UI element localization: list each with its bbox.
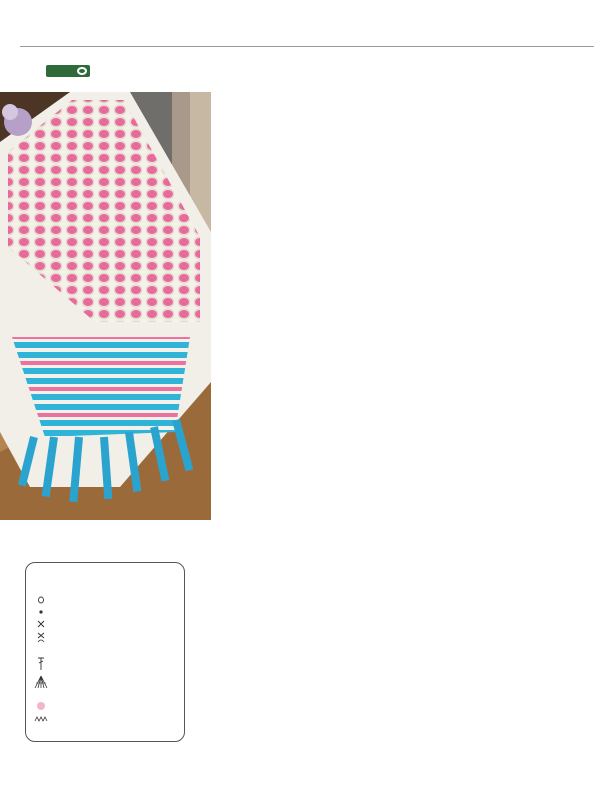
table-runner-photo	[0, 92, 211, 520]
header-rule	[20, 46, 594, 47]
section-title	[46, 60, 96, 82]
crochet-chart-bottom	[225, 318, 570, 646]
double-crochet-icon	[34, 657, 48, 671]
plastic-bead-icon	[34, 701, 48, 711]
legend-item-costura	[34, 714, 178, 724]
legend-item-bolinha	[34, 701, 178, 711]
legend-item-correntinha	[34, 595, 178, 605]
legend-item-ponto-baixo	[34, 619, 178, 629]
single-crochet-icon	[34, 619, 48, 629]
slip-stitch-icon	[34, 607, 48, 617]
chain-symbol-icon	[34, 595, 48, 605]
front-loop-sc-icon	[34, 633, 48, 643]
crochet-chart-top	[225, 92, 565, 302]
table-runner-photo-art	[0, 92, 211, 520]
section-bar-icon	[46, 65, 90, 77]
legend-item-ponto-baixissimo	[34, 607, 178, 617]
hand-sewing-icon	[34, 714, 48, 724]
legend-item-ponto-baixo-alcinha	[34, 633, 178, 643]
fringe-tassels-diagram	[203, 662, 283, 732]
legend-item-ponto-alto	[34, 657, 178, 671]
cluster-fan-icon	[34, 675, 48, 689]
edge-border-chart	[194, 604, 216, 664]
legend-box	[25, 562, 185, 742]
legend-item-cluster	[34, 675, 178, 689]
